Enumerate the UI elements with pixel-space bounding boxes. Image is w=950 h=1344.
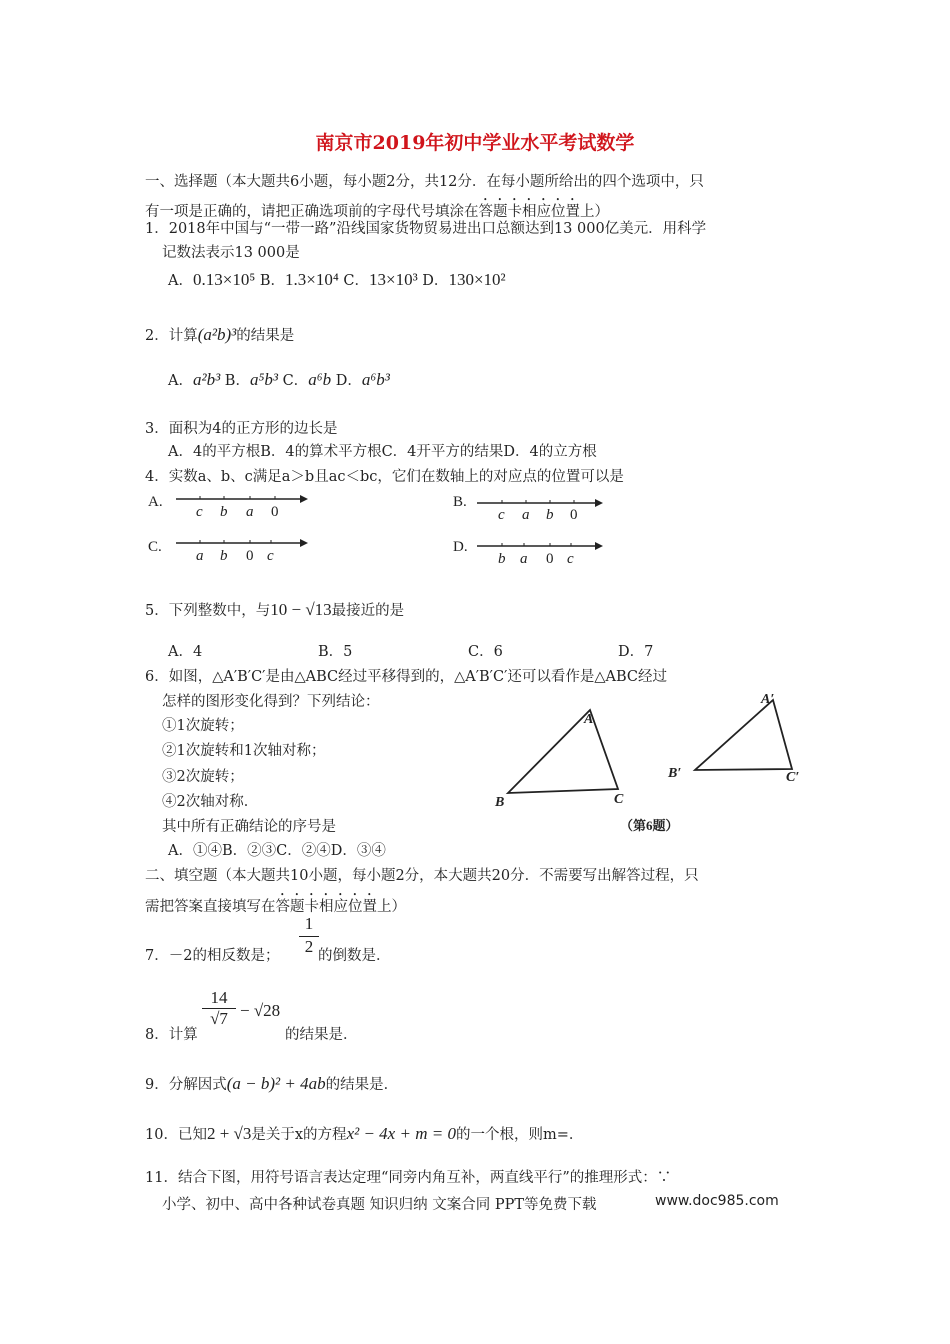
q6-conclusion-2: ②1次旋转和1次轴对称； xyxy=(162,743,326,759)
section1-header-line2: 有一项是正确的，请把正确选项前的字母代号填涂在答题卡相应位置上） xyxy=(145,204,609,220)
q2-options: A．a²b³ B．a⁵b³ C．a⁶b D．a⁶b³ xyxy=(168,370,390,389)
q3-stem: 3．面积为4的正方形的边长是 xyxy=(145,421,338,437)
q4-c-point-3: 0 xyxy=(246,548,254,564)
label-c: C xyxy=(614,792,624,807)
footer-text: 小学、初中、高中各种试卷真题 知识归纳 文案合同 PPT等免费下载 xyxy=(162,1197,597,1213)
label-b-prime: B′ xyxy=(668,766,682,781)
q4-b-point-4: 0 xyxy=(570,507,578,523)
q4-a-point-4: 0 xyxy=(271,504,279,520)
q4-number-lines xyxy=(140,486,620,576)
q11-stem: 11．结合下图，用符号语言表达定理“同旁内角互补，两直线平行”的推理形式：∵ xyxy=(145,1170,672,1186)
q4-d-point-2: a xyxy=(520,551,528,567)
q1-stem-line2: 记数法表示13 000是 xyxy=(162,245,300,261)
emphasis-text: 答题卡相应位置 xyxy=(478,204,580,220)
q4-label-c: C. xyxy=(148,539,162,555)
q7-text1: 7．－2的相反数是； xyxy=(145,948,280,964)
q8-rest: − √28 xyxy=(240,1001,281,1020)
q4-c-point-4: c xyxy=(267,548,274,564)
q4-label-a: A. xyxy=(148,494,163,510)
triangle-a2b2c2 xyxy=(695,700,792,770)
q6-conclusion-4: ④2次轴对称． xyxy=(162,794,259,810)
q5-stem: 5．下列整数中，与10 − √13最接近的是 xyxy=(145,600,405,619)
figure-caption: （第6题） xyxy=(620,818,679,833)
q4-a-point-1: c xyxy=(196,504,203,520)
q10-stem: 10．已知2 + √3是关于x的方程x² − 4x + m = 0的一个根，则m=． xyxy=(145,1124,584,1143)
q5-option-b: B．5 xyxy=(318,644,353,660)
q4-c-point-2: b xyxy=(220,548,228,564)
footer-url[interactable]: www.doc985.com xyxy=(655,1193,779,1209)
label-a-prime: A′ xyxy=(761,692,775,707)
q5-option-c: C．6 xyxy=(468,644,503,660)
q6-stem-line2: 怎样的图形变化得到？下列结论： xyxy=(162,694,380,710)
section1-header-line1: 一、选择题（本大题共6小题，每小题2分，共12分．在每小题所给出的四个选项中，只 xyxy=(145,174,704,190)
section2-header-line2: 需把答案直接填写在答题卡相应位置上） xyxy=(145,899,406,915)
q4-d-point-4: c xyxy=(567,551,574,567)
q8-suffix: 的结果是． xyxy=(285,1027,358,1043)
q4-a-point-2: b xyxy=(220,504,228,520)
label-b: B xyxy=(495,795,505,810)
q8-prefix: 8．计算 xyxy=(145,1027,198,1043)
q4-c-point-1: a xyxy=(196,548,204,564)
q4-b-point-2: a xyxy=(522,507,530,523)
q4-d-point-1: b xyxy=(498,551,506,567)
q6-conclusion-3: ③2次旋转； xyxy=(162,769,244,785)
q8-fraction xyxy=(202,988,236,1029)
q1-options: A．0.13×10⁵ B．1.3×10⁴ C．13×10³ D．130×10² xyxy=(168,270,506,289)
fraction-numerator: 1 xyxy=(304,914,314,933)
q4-a-point-3: a xyxy=(246,504,254,520)
fraction-denominator: √7 xyxy=(202,1008,236,1029)
fraction-denominator: 2 xyxy=(299,936,319,957)
q6-figure xyxy=(490,685,820,835)
q6-ask: 其中所有正确结论的序号是 xyxy=(162,819,336,835)
q6-options: A．①④B．②③C．②④D．③④ xyxy=(168,843,386,859)
q2-stem: 2．计算(a²b)³的结果是 xyxy=(145,325,295,344)
fraction-numerator: 14 xyxy=(210,988,228,1007)
q9-stem: 9．分解因式(a − b)² + 4ab的结果是． xyxy=(145,1074,399,1093)
q4-d-point-3: 0 xyxy=(546,551,554,567)
q6-conclusion-1: ①1次旋转； xyxy=(162,718,244,734)
q5-option-d: D．7 xyxy=(618,644,654,660)
q4-b-point-1: c xyxy=(498,507,505,523)
q4-stem: 4．实数a、b、c满足a＞b且ac＜bc，它们在数轴上的对应点的位置可以是 xyxy=(145,469,624,485)
q4-label-d: D. xyxy=(453,539,468,555)
triangle-abc xyxy=(508,710,618,793)
q3-options: A．4的平方根B．4的算术平方根C．4开平方的结果D．4的立方根 xyxy=(168,444,597,460)
q5-option-a: A．4 xyxy=(168,644,203,660)
page-title: 南京市2019年初中学业水平考试数学 xyxy=(315,132,635,154)
q6-stem-line1: 6．如图，△A′B′C′是由△ABC经过平移得到的，△A′B′C′还可以看作是△ABC经过 xyxy=(145,669,668,685)
section2-header-line1: 二、填空题（本大题共10小题，每小题2分，本大题共20分．不需要写出解答过程，只 xyxy=(145,868,699,884)
q4-b-point-3: b xyxy=(546,507,554,523)
label-c-prime: C′ xyxy=(786,770,800,785)
emphasis-text: 答题卡相应位置 xyxy=(275,899,377,915)
q7-text2: 的倒数是． xyxy=(318,948,391,964)
q4-label-b: B. xyxy=(453,494,467,510)
label-a: A xyxy=(584,712,594,727)
q1-stem-line1: 1．2018年中国与“一带一路”沿线国家货物贸易进出口总额达到13 000亿美元．用科学 xyxy=(145,221,707,237)
